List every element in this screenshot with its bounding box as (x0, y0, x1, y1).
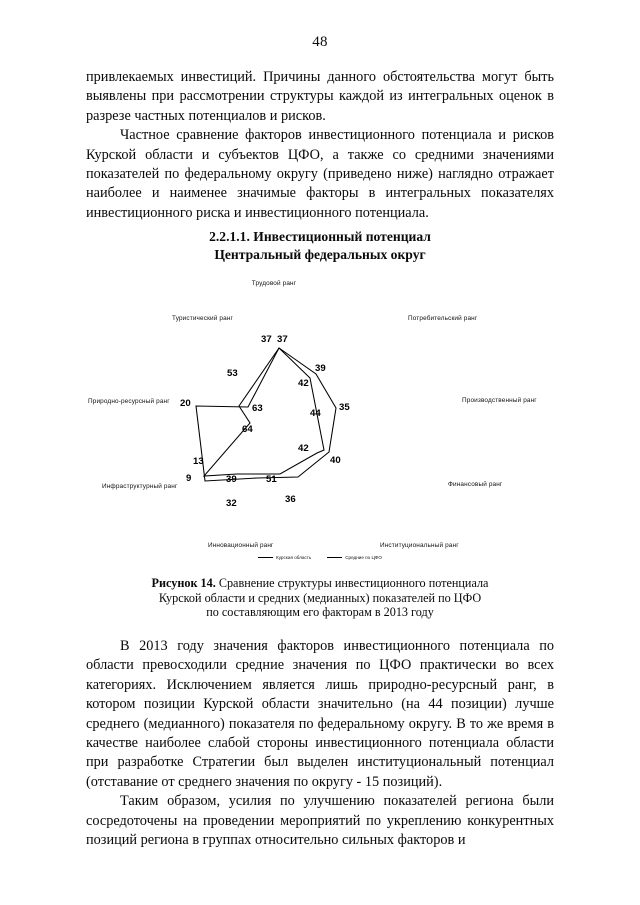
value-label-infrastrukturny-cfo: 13 (193, 456, 204, 467)
paragraph: Таким образом, усилия по улучшению показателей региона были сосредоточены на проведении мероприятий по укреплению конкурентных позиций региона в группах относительно сильных факторов и (86, 793, 554, 849)
top-text-block (86, 68, 554, 223)
paragraph: привлекаемых инвестиций. Причины данного обстоятельства могут быть выявлены при рассмотрении структуры каждой из интегральных оценок в разрезе частных потенциалов и рисков. (86, 69, 554, 124)
axis-label-prirodno-resursny: Природно-ресурсный ранг (88, 398, 170, 405)
value-label-institucionalny-kursk: 36 (285, 494, 296, 505)
value-label-trudovoy-kursk: 37 (261, 334, 272, 345)
legend-line-icon (327, 557, 342, 558)
value-label-proizvodstvenny-kursk: 35 (339, 402, 350, 413)
section-heading (0, 228, 640, 264)
figure-caption-line-1 (86, 576, 554, 591)
value-label-finansovy-cfo: 42 (298, 443, 309, 454)
legend-line-icon (258, 557, 273, 558)
figure-caption-line-1-rest: Сравнение структуры инвестиционного потенциала (215, 576, 489, 590)
axis-label-trudovoy: Трудовой ранг (251, 280, 297, 287)
chart-legend (86, 555, 554, 560)
radar-chart-figure (86, 278, 554, 578)
bottom-text-block (86, 637, 554, 850)
legend-label-cfo: Средние по ЦФО (345, 555, 382, 560)
radar-chart-svg (86, 278, 554, 578)
axis-label-finansovy: Финансовый ранг (448, 481, 503, 488)
value-label-innovacionny-kursk: 32 (226, 498, 237, 509)
axis-label-proizvodstvenny: Производственный ранг (462, 397, 537, 404)
value-label-finansovy-kursk: 40 (330, 455, 341, 466)
value-label-infrastrukturny-kursk: 9 (186, 473, 192, 484)
value-label-trudovoy-cfo: 37 (277, 334, 288, 345)
value-label-proizvodstvenny-cfo: 44 (310, 408, 321, 419)
legend-label-kursk: Курская область (276, 555, 312, 560)
axis-label-institucionalny: Институциональный ранг (380, 542, 459, 549)
axis-label-infrastrukturny: Инфраструктурный ранг (102, 483, 178, 490)
page-number: 48 (312, 34, 328, 50)
legend-item-cfo (327, 555, 382, 560)
axis-label-turisticheskiy: Туристический ранг (172, 315, 233, 322)
value-label-potrebitelskiy-cfo: 42 (298, 378, 309, 389)
value-label-turisticheskiy-cfo: 63 (252, 403, 263, 414)
axis-label-potrebitelskiy: Потребительский ранг (408, 315, 478, 322)
value-label-potrebitelskiy-kursk: 39 (315, 363, 326, 374)
axis-label-innovacionny: Инновационный ранг (208, 542, 274, 549)
value-label-prirodno-resursny-cfo: 64 (242, 424, 253, 435)
figure-caption-line-3: по составляющим его факторам в 2013 году (206, 605, 434, 620)
figure-caption-line-2: Курской области и средних (медианных) показателей по ЦФО (158, 590, 482, 605)
figure-caption (86, 576, 554, 620)
value-label-turisticheskiy-kursk: 53 (227, 368, 238, 379)
section-heading-line-2: Центральный федеральных округ (214, 247, 426, 262)
paragraph: Частное сравнение факторов инвестиционного потенциала и рисков Курской области и субъектов ЦФО, а также со средними значениями показателей по федеральному округу (приведено ниже) наглядно отражает наиболее и наименее значимые факторы в интегральных показателях инвестиционного риска и инвестиционного потенциала. (86, 127, 554, 221)
paragraph: В 2013 году значения факторов инвестиционного потенциала по области превосходили средние значения по ЦФО практически во всех категориях. Исключением является лишь природно-ресурсный ранг, в котором позиции Курской области значительно (на 44 позиции) лучше среднего (медианного) показателя по федеральному округу. В то же время в качестве наиболее слабой стороны инвестиционного потенциала области при разработке Стратегии был выделен институциональный потенциал (отставание от среднего значения по округу - 15 позиций). (86, 638, 554, 790)
figure-caption-label: Рисунок 14. (151, 576, 216, 590)
value-label-prirodno-resursny-kursk: 20 (180, 398, 191, 409)
legend-item-kursk (258, 555, 311, 560)
value-label-institucionalny-cfo: 51 (266, 474, 277, 485)
section-heading-line-1: 2.2.1.1. Инвестиционный потенциал (209, 229, 431, 244)
value-label-innovacionny-cfo: 39 (226, 474, 237, 485)
